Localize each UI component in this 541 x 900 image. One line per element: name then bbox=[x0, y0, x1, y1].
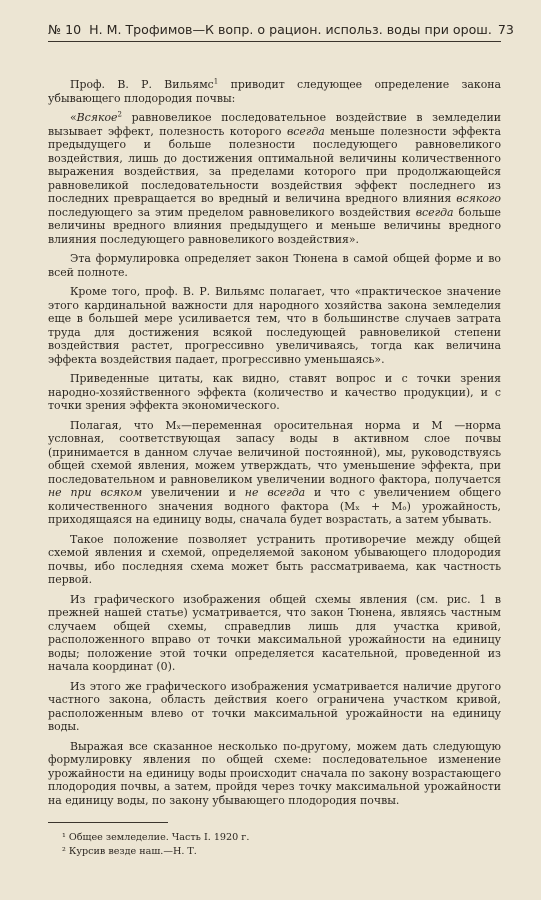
paragraph-1: Проф. В. Р. Вильямс$^1$ приводит следующее определение закона убывающего плодородия почвы: bbox=[48, 77, 502, 105]
footnote-1: ¹ Общее земледелие. Часть I. 1920 г. bbox=[62, 832, 250, 843]
paragraph-5: Приведенные цитаты, как видно, ставят вопрос и с точки зрения народно-хозяйственного эффекта (количество и качество продукции), и с точки зрения эффекта экономического. bbox=[48, 372, 501, 412]
paragraph-8: Из графического изображения общей схемы явления (см. рис. 1 в прежней нашей статье) усматривается, что закон Тюнена, являясь частным случаем общей схемы, справедлив лишь для участка кривой, расположенного вправо от точки максимальной урожайности на единицу воды; положение этой точки определяется касательной, проведенной из начала координат (0). bbox=[48, 592, 501, 673]
running-header bbox=[48, 22, 514, 42]
paragraph-9: Из этого же графического изображения усматривается наличие другого частного закона, область действия коего ограничена участком кривой, расположенным влево от точки максимальной урожайности на единицу воды. bbox=[48, 679, 501, 733]
footnote-ref-2: 2 bbox=[117, 110, 122, 119]
paragraph-2-quote: «Всякое$^2$ равновеликое последовательное воздействие в земледелии вызывает эффект, полезность которого всегда меньше полезности эффекта предыдущего и больше полезности последующего равновеликого воздействия, лишь до достижения оптимальной величины количественного выражения воздействия, за пределами которого при продолжающейся равновеликой последовательности воздействия эффект последнего из последних превращается во вредный и величина вредного влияния всякого последующего за этим пределом равновеликого воздействия всегда больше величины вредного влияния предыдущего и меньше величины вредного влияния последующего равновеликого воздействия». bbox=[48, 110, 502, 246]
article-body bbox=[48, 78, 501, 807]
footnote-divider bbox=[48, 822, 168, 823]
paragraph-7: Такое положение позволяет устранить противоречие между общей схемой явления и схемой, определяемой законом убывающего плодородия почвы, ибо последняя схема может быть рассматриваема, как частность первой. bbox=[48, 532, 501, 586]
paragraph-3: Эта формулировка определяет закон Тюнена в самой общей форме и во всей полноте. bbox=[48, 252, 501, 279]
paragraph-6: Полагая, что Mₓ—переменная оросительная норма и M —норма условная, соответствующая запасу воды в активном слое почвы (принимается в данном случае величиной постоянной), мы, руководствуясь общей схемой явления, можем утверждать, что уменьшение эффекта, при последовательном и равновеликом увеличении водного фактора, получается не при всяком увеличении и не всегда и что с увеличением общего количественного значения водного фактора (Mₓ + Mₒ) урожайность, приходящаяся на единицу воды, сначала будет возрастать, а затем убывать. bbox=[48, 418, 502, 526]
paragraph-4: Кроме того, проф. В. Р. Вильямс полагает, что «практическое значение этого кардинальной важности для народного хозяйства закона земледелия еще в большей мере усиливается тем, что в большинстве случаев затрата труда для достижения всякой последующей равновеликой степени воздействия растет, прогрессивно увеличиваясь, тогда как величина эффекта воздействия падает, прогрессивно уменьшаясь». bbox=[48, 285, 501, 366]
running-title: Н. М. Трофимов—К вопр. о рацион. использ. воды при орош. bbox=[89, 22, 492, 37]
footnotes bbox=[48, 822, 501, 858]
paragraph-10: Выражая все сказанное несколько по-другому, можем дать следующую формулировку явления по общей схеме: последовательное изменение урожайности на единицу воды происходит сначала по закону возрастающего плодородия почвы, а затем, пройдя через точку максимальной урожайности на единицу воды, по закону убывающего плодородия почвы. bbox=[48, 739, 501, 807]
issue-number: № 10 bbox=[48, 22, 82, 37]
footnote-ref-1: 1 bbox=[213, 77, 219, 86]
page-number: 73 bbox=[497, 22, 514, 37]
footnote-2: ² Курсив везде наш.—Н. Т. bbox=[62, 845, 197, 857]
